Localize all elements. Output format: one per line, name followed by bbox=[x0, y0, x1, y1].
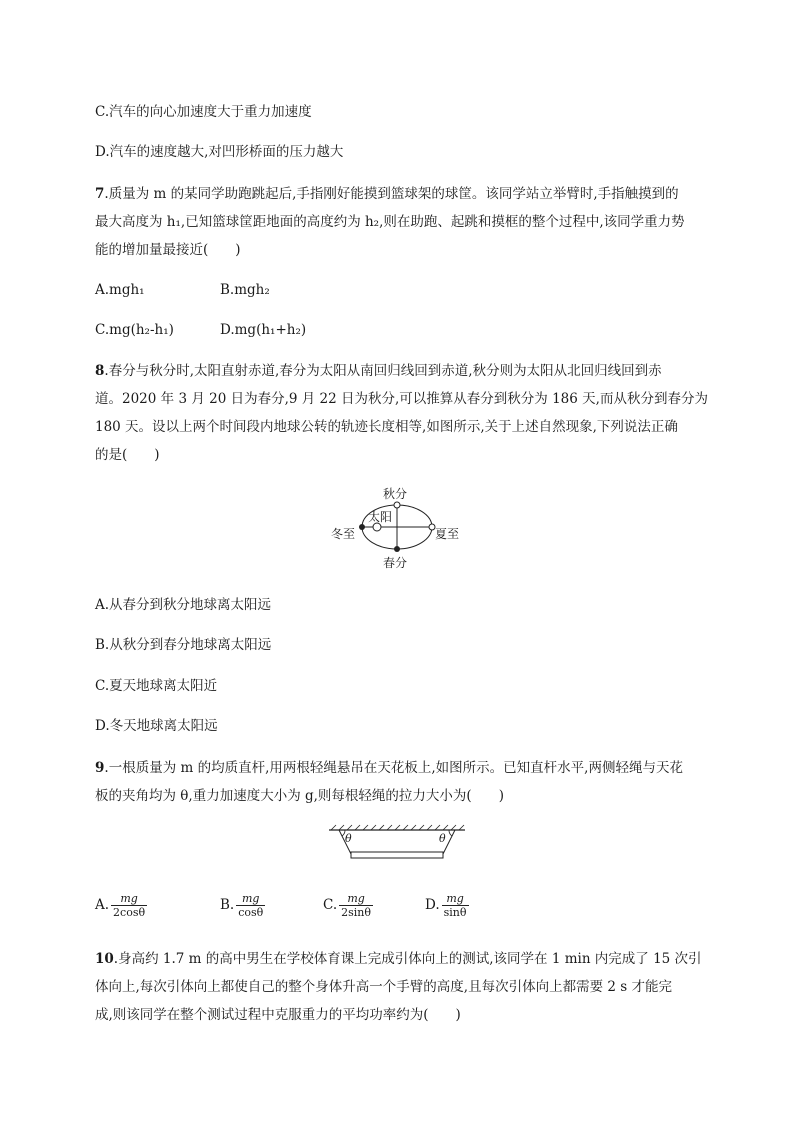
label-autumn-equinox: 秋分 bbox=[383, 487, 408, 501]
label-theta-right: θ bbox=[439, 832, 446, 845]
q9-stem-line2: 板的夹角均为 θ,重力加速度大小为 g,则每根轻绳的拉力大小为( ) bbox=[95, 788, 504, 804]
q8-number: 8 bbox=[95, 363, 105, 379]
q9-option-c-numerator: mg bbox=[339, 892, 373, 906]
q9-option-a-numerator: mg bbox=[111, 892, 147, 906]
orbit-figure bbox=[325, 482, 475, 572]
q9-option-a-fraction bbox=[111, 892, 147, 919]
rod-figure bbox=[327, 824, 467, 864]
right-angle-arc bbox=[449, 830, 452, 836]
q9-option-d-fraction bbox=[442, 892, 469, 919]
q10-stem-line2: 体向上,每次引体向上都使自己的整个身体升高一个手臂的高度,且每次引体向上都需要 2 s 才能完 bbox=[95, 979, 672, 995]
rod bbox=[351, 852, 443, 858]
label-winter-solstice: 冬至 bbox=[331, 527, 356, 541]
q10-stem-line1 bbox=[95, 950, 702, 968]
q8-stem-line3: 180 天。设以上两个时间段内地球公转的轨迹长度相等,如图所示,关于上述自然现象,下列说法正确 bbox=[95, 419, 678, 435]
q8-stem-line4: 的是( ) bbox=[95, 447, 160, 463]
q9-option-b-denominator: cosθ bbox=[238, 906, 264, 919]
q9-option-b-numerator: mg bbox=[236, 892, 265, 906]
q8-option-b: B.从秋分到春分地球离太阳远 bbox=[95, 637, 272, 653]
q9-option-c bbox=[323, 892, 373, 919]
q7-number: 7 bbox=[95, 186, 105, 202]
q7-stem-line1 bbox=[95, 185, 679, 203]
label-spring-equinox: 春分 bbox=[383, 556, 408, 570]
spring-earth-marker bbox=[394, 546, 400, 552]
q9-option-c-fraction bbox=[339, 892, 373, 919]
q10-text-line1: .身高约 1.7 m 的高中男生在学校体育课上完成引体向上的测试,该同学在 1 min 内完成了 15 次引 bbox=[113, 951, 702, 967]
q9-option-d-numerator: mg bbox=[442, 892, 469, 906]
q9-text-line1: .一根质量为 m 的均质直杆,用两根轻绳悬吊在天花板上,如图所示。已知直杆水平,两侧轻绳与天花 bbox=[104, 760, 683, 776]
q7-option-b: B.mgh₂ bbox=[220, 282, 270, 298]
q9-option-c-prefix: C. bbox=[323, 897, 338, 913]
label-summer-solstice: 夏至 bbox=[435, 527, 460, 541]
q9-number: 9 bbox=[95, 760, 105, 776]
q6-option-c: C.汽车的向心加速度大于重力加速度 bbox=[95, 104, 312, 120]
q7-stem-line2: 最大高度为 h₁,已知篮球筐距地面的高度约为 h₂,则在助跑、起跳和摸框的整个过程中,该同学重力势 bbox=[95, 214, 685, 230]
q9-option-a-prefix: A. bbox=[95, 897, 110, 913]
sun-marker bbox=[373, 523, 381, 531]
ceiling-hatching bbox=[331, 825, 464, 830]
q8-stem-line2: 道。2020 年 3 月 20 日为春分,9 月 22 日为秋分,可以推算从春分到秋分为 186 天,而从秋分到春分为 bbox=[95, 391, 708, 407]
q7-option-d: D.mg(h₁+h₂) bbox=[220, 322, 307, 338]
q9-option-b-fraction bbox=[236, 892, 265, 919]
q9-option-c-denominator: 2sinθ bbox=[341, 906, 372, 919]
q8-option-a: A.从春分到秋分地球离太阳远 bbox=[95, 597, 272, 613]
q9-option-a bbox=[95, 892, 147, 919]
label-theta-left: θ bbox=[345, 832, 352, 845]
q8-text-line1: .春分与秋分时,太阳直射赤道,春分为太阳从南回归线回到赤道,秋分则为太阳从北回归线回到赤 bbox=[104, 363, 662, 379]
q10-stem-line3: 成,则该同学在整个测试过程中克服重力的平均功率约为( ) bbox=[95, 1007, 461, 1023]
q7-stem-line3: 能的增加量最接近( ) bbox=[95, 242, 241, 258]
q7-text-line1: .质量为 m 的某同学助跑跳起后,手指刚好能摸到篮球架的球筐。该同学站立举臂时,手指触摸到的 bbox=[104, 186, 679, 202]
q10-number: 10 bbox=[95, 951, 114, 967]
q8-stem-line1 bbox=[95, 362, 662, 380]
q8-option-d: D.冬天地球离太阳远 bbox=[95, 718, 218, 734]
q8-option-c: C.夏天地球离太阳近 bbox=[95, 678, 218, 694]
q9-option-d-denominator: sinθ bbox=[443, 906, 467, 919]
winter-earth-marker bbox=[359, 524, 365, 530]
autumn-earth-marker bbox=[394, 502, 400, 508]
label-sun: 太阳 bbox=[368, 510, 393, 524]
q7-option-c: C.mg(h₂-h₁) bbox=[95, 322, 174, 338]
q6-option-d: D.汽车的速度越大,对凹形桥面的压力越大 bbox=[95, 144, 344, 160]
q9-option-b-prefix: B. bbox=[220, 897, 235, 913]
q9-option-d bbox=[425, 892, 469, 919]
q9-stem-line1 bbox=[95, 759, 683, 777]
q9-option-b bbox=[220, 892, 265, 919]
q7-option-a: A.mgh₁ bbox=[95, 282, 145, 298]
q9-option-d-prefix: D. bbox=[425, 897, 440, 913]
q9-option-a-denominator: 2cosθ bbox=[113, 906, 146, 919]
